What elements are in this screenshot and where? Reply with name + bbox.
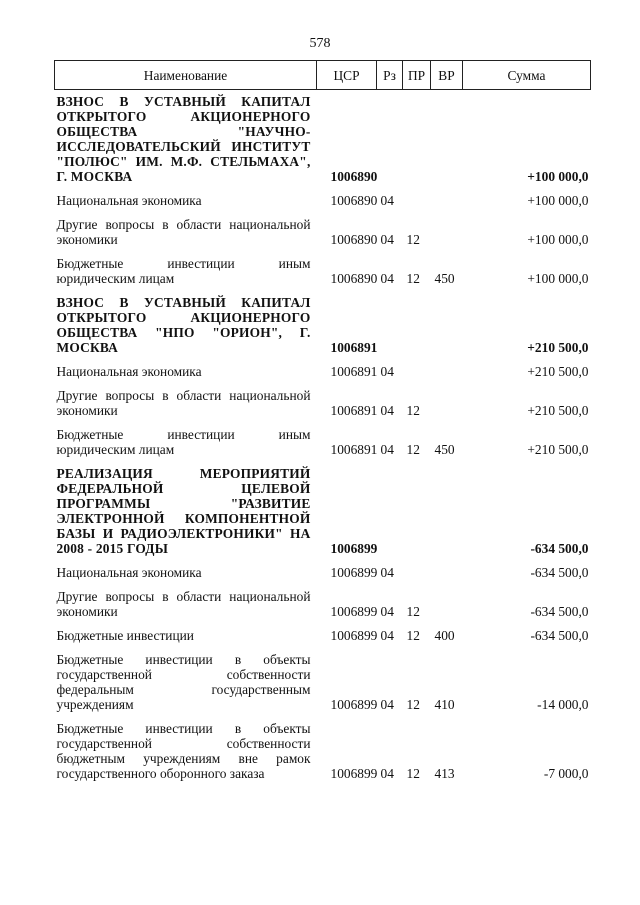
row-vr: 413: [434, 766, 455, 781]
row-sum: +210 500,0: [527, 403, 589, 418]
row-vr: [431, 90, 463, 188]
row-pr: [403, 559, 431, 583]
row-vr: [431, 187, 463, 211]
row-name: ВЗНОС В УСТАВНЫЙ КАПИТАЛ ОТКРЫТОГО АКЦИОНЕРНОГО ОБЩЕСТВА "НПО "ОРИОН", Г. МОСКВА: [56, 295, 311, 355]
header-rz: Рз: [377, 61, 403, 90]
row-name: РЕАЛИЗАЦИЯ МЕРОПРИЯТИЙ ФЕДЕРАЛЬНОЙ ЦЕЛЕВОЙ ПРОГРАММЫ "РАЗВИТИЕ ЭЛЕКТРОННОЙ КОМПОНЕНТНОЙ БАЗЫ И РАДИОЭЛЕКТРОНИКИ" НА 2008 - 2015 ГОДЫ: [56, 466, 311, 556]
row-name: ВЗНОС В УСТАВНЫЙ КАПИТАЛ ОТКРЫТОГО АКЦИОНЕРНОГО ОБЩЕСТВА "НАУЧНО-ИССЛЕДОВАТЕЛЬСКИЙ ИНСТИТУТ "ПОЛЮС" ИМ. М.Ф. СТЕЛЬМАХА", Г. МОСКВА: [56, 94, 311, 184]
row-name: Другие вопросы в области национальной экономики: [56, 217, 311, 247]
row-pr: [403, 289, 431, 358]
row-rz: 04: [380, 697, 394, 712]
row-pr: 12: [406, 271, 420, 286]
row-sum: +210 500,0: [527, 364, 589, 379]
table-body: [55, 90, 591, 785]
row-rz: 04: [380, 628, 394, 643]
row-csr: 1006891: [330, 403, 378, 418]
page-number: 578: [309, 36, 331, 51]
row-sum: -7 000,0: [543, 766, 589, 781]
table-row: [55, 289, 591, 358]
header-sum: Сумма: [463, 61, 591, 90]
row-csr: 1006899: [330, 604, 378, 619]
table-row: [55, 583, 591, 622]
row-name: Национальная экономика: [56, 364, 202, 379]
header-vr: ВР: [431, 61, 463, 90]
header-name: Наименование: [55, 61, 317, 90]
row-pr: 12: [406, 697, 420, 712]
row-vr: [431, 289, 463, 358]
row-rz: 04: [380, 442, 394, 457]
row-vr: 450: [434, 271, 455, 286]
table-row: [55, 460, 591, 559]
row-rz: 04: [380, 271, 394, 286]
row-rz: 04: [380, 193, 394, 208]
header-csr: ЦСР: [317, 61, 377, 90]
row-name: Бюджетные инвестиции иным юридическим лицам: [56, 256, 311, 286]
budget-table: [54, 60, 591, 784]
row-sum: -634 500,0: [530, 604, 589, 619]
row-name: Бюджетные инвестиции иным юридическим лицам: [56, 427, 311, 457]
row-sum: +210 500,0: [527, 442, 589, 457]
header-pr: ПР: [403, 61, 431, 90]
row-csr: 1006899: [330, 766, 378, 781]
row-pr: [403, 358, 431, 382]
row-csr: 1006891: [330, 442, 378, 457]
row-sum: +100 000,0: [527, 193, 589, 208]
row-pr: 12: [406, 766, 420, 781]
row-csr: 1006899: [330, 628, 378, 643]
row-rz: 04: [380, 565, 394, 580]
table-row: [55, 358, 591, 382]
row-csr: 1006891: [330, 340, 378, 355]
row-vr: [431, 358, 463, 382]
row-vr: [431, 460, 463, 559]
row-pr: 12: [406, 232, 420, 247]
row-pr: 12: [406, 628, 420, 643]
row-vr: 400: [434, 628, 455, 643]
row-pr: [403, 90, 431, 188]
row-rz: [377, 460, 403, 559]
row-vr: [431, 211, 463, 250]
row-name: Бюджетные инвестиции: [56, 628, 194, 643]
row-pr: 12: [406, 442, 420, 457]
row-csr: 1006890: [330, 193, 378, 208]
table-row: [55, 715, 591, 784]
row-vr: [431, 559, 463, 583]
row-csr: 1006899: [330, 541, 378, 556]
row-name: Другие вопросы в области национальной экономики: [56, 388, 311, 418]
row-rz: [377, 289, 403, 358]
table-header-row: [55, 61, 591, 90]
row-pr: [403, 187, 431, 211]
row-vr: [431, 382, 463, 421]
row-sum: -634 500,0: [530, 628, 589, 643]
row-sum: -634 500,0: [530, 541, 589, 556]
row-csr: 1006890: [330, 232, 378, 247]
table-row: [55, 187, 591, 211]
table-row: [55, 211, 591, 250]
row-sum: +100 000,0: [527, 232, 589, 247]
row-csr: 1006899: [330, 565, 378, 580]
table-row: [55, 421, 591, 460]
row-rz: [377, 90, 403, 188]
row-csr: 1006890: [330, 271, 378, 286]
row-name: Национальная экономика: [56, 565, 202, 580]
row-rz: 04: [380, 766, 394, 781]
row-vr: 410: [434, 697, 455, 712]
row-name: Бюджетные инвестиции в объекты государственной собственности бюджетным учреждениям вне рамок государственного оборонного заказа: [56, 721, 311, 781]
row-sum: +100 000,0: [527, 271, 589, 286]
row-sum: +210 500,0: [527, 340, 589, 355]
row-sum: -14 000,0: [537, 697, 589, 712]
row-sum: +100 000,0: [527, 169, 589, 184]
row-csr: 1006890: [330, 169, 378, 184]
table-row: [55, 559, 591, 583]
row-rz: 04: [380, 403, 394, 418]
row-rz: 04: [380, 232, 394, 247]
row-csr: 1006891: [330, 364, 378, 379]
row-pr: 12: [406, 403, 420, 418]
row-vr: 450: [434, 442, 455, 457]
table-row: [55, 646, 591, 715]
row-sum: -634 500,0: [530, 565, 589, 580]
row-pr: [403, 460, 431, 559]
row-name: Национальная экономика: [56, 193, 202, 208]
row-name: Бюджетные инвестиции в объекты государственной собственности федеральным государственным учреждениям: [56, 652, 311, 712]
table-row: [55, 622, 591, 646]
row-rz: 04: [380, 364, 394, 379]
table-row: [55, 250, 591, 289]
row-csr: 1006899: [330, 697, 378, 712]
row-vr: [431, 583, 463, 622]
table-row: [55, 382, 591, 421]
row-rz: 04: [380, 604, 394, 619]
row-pr: 12: [406, 604, 420, 619]
table-row: [55, 90, 591, 188]
row-name: Другие вопросы в области национальной экономики: [56, 589, 311, 619]
